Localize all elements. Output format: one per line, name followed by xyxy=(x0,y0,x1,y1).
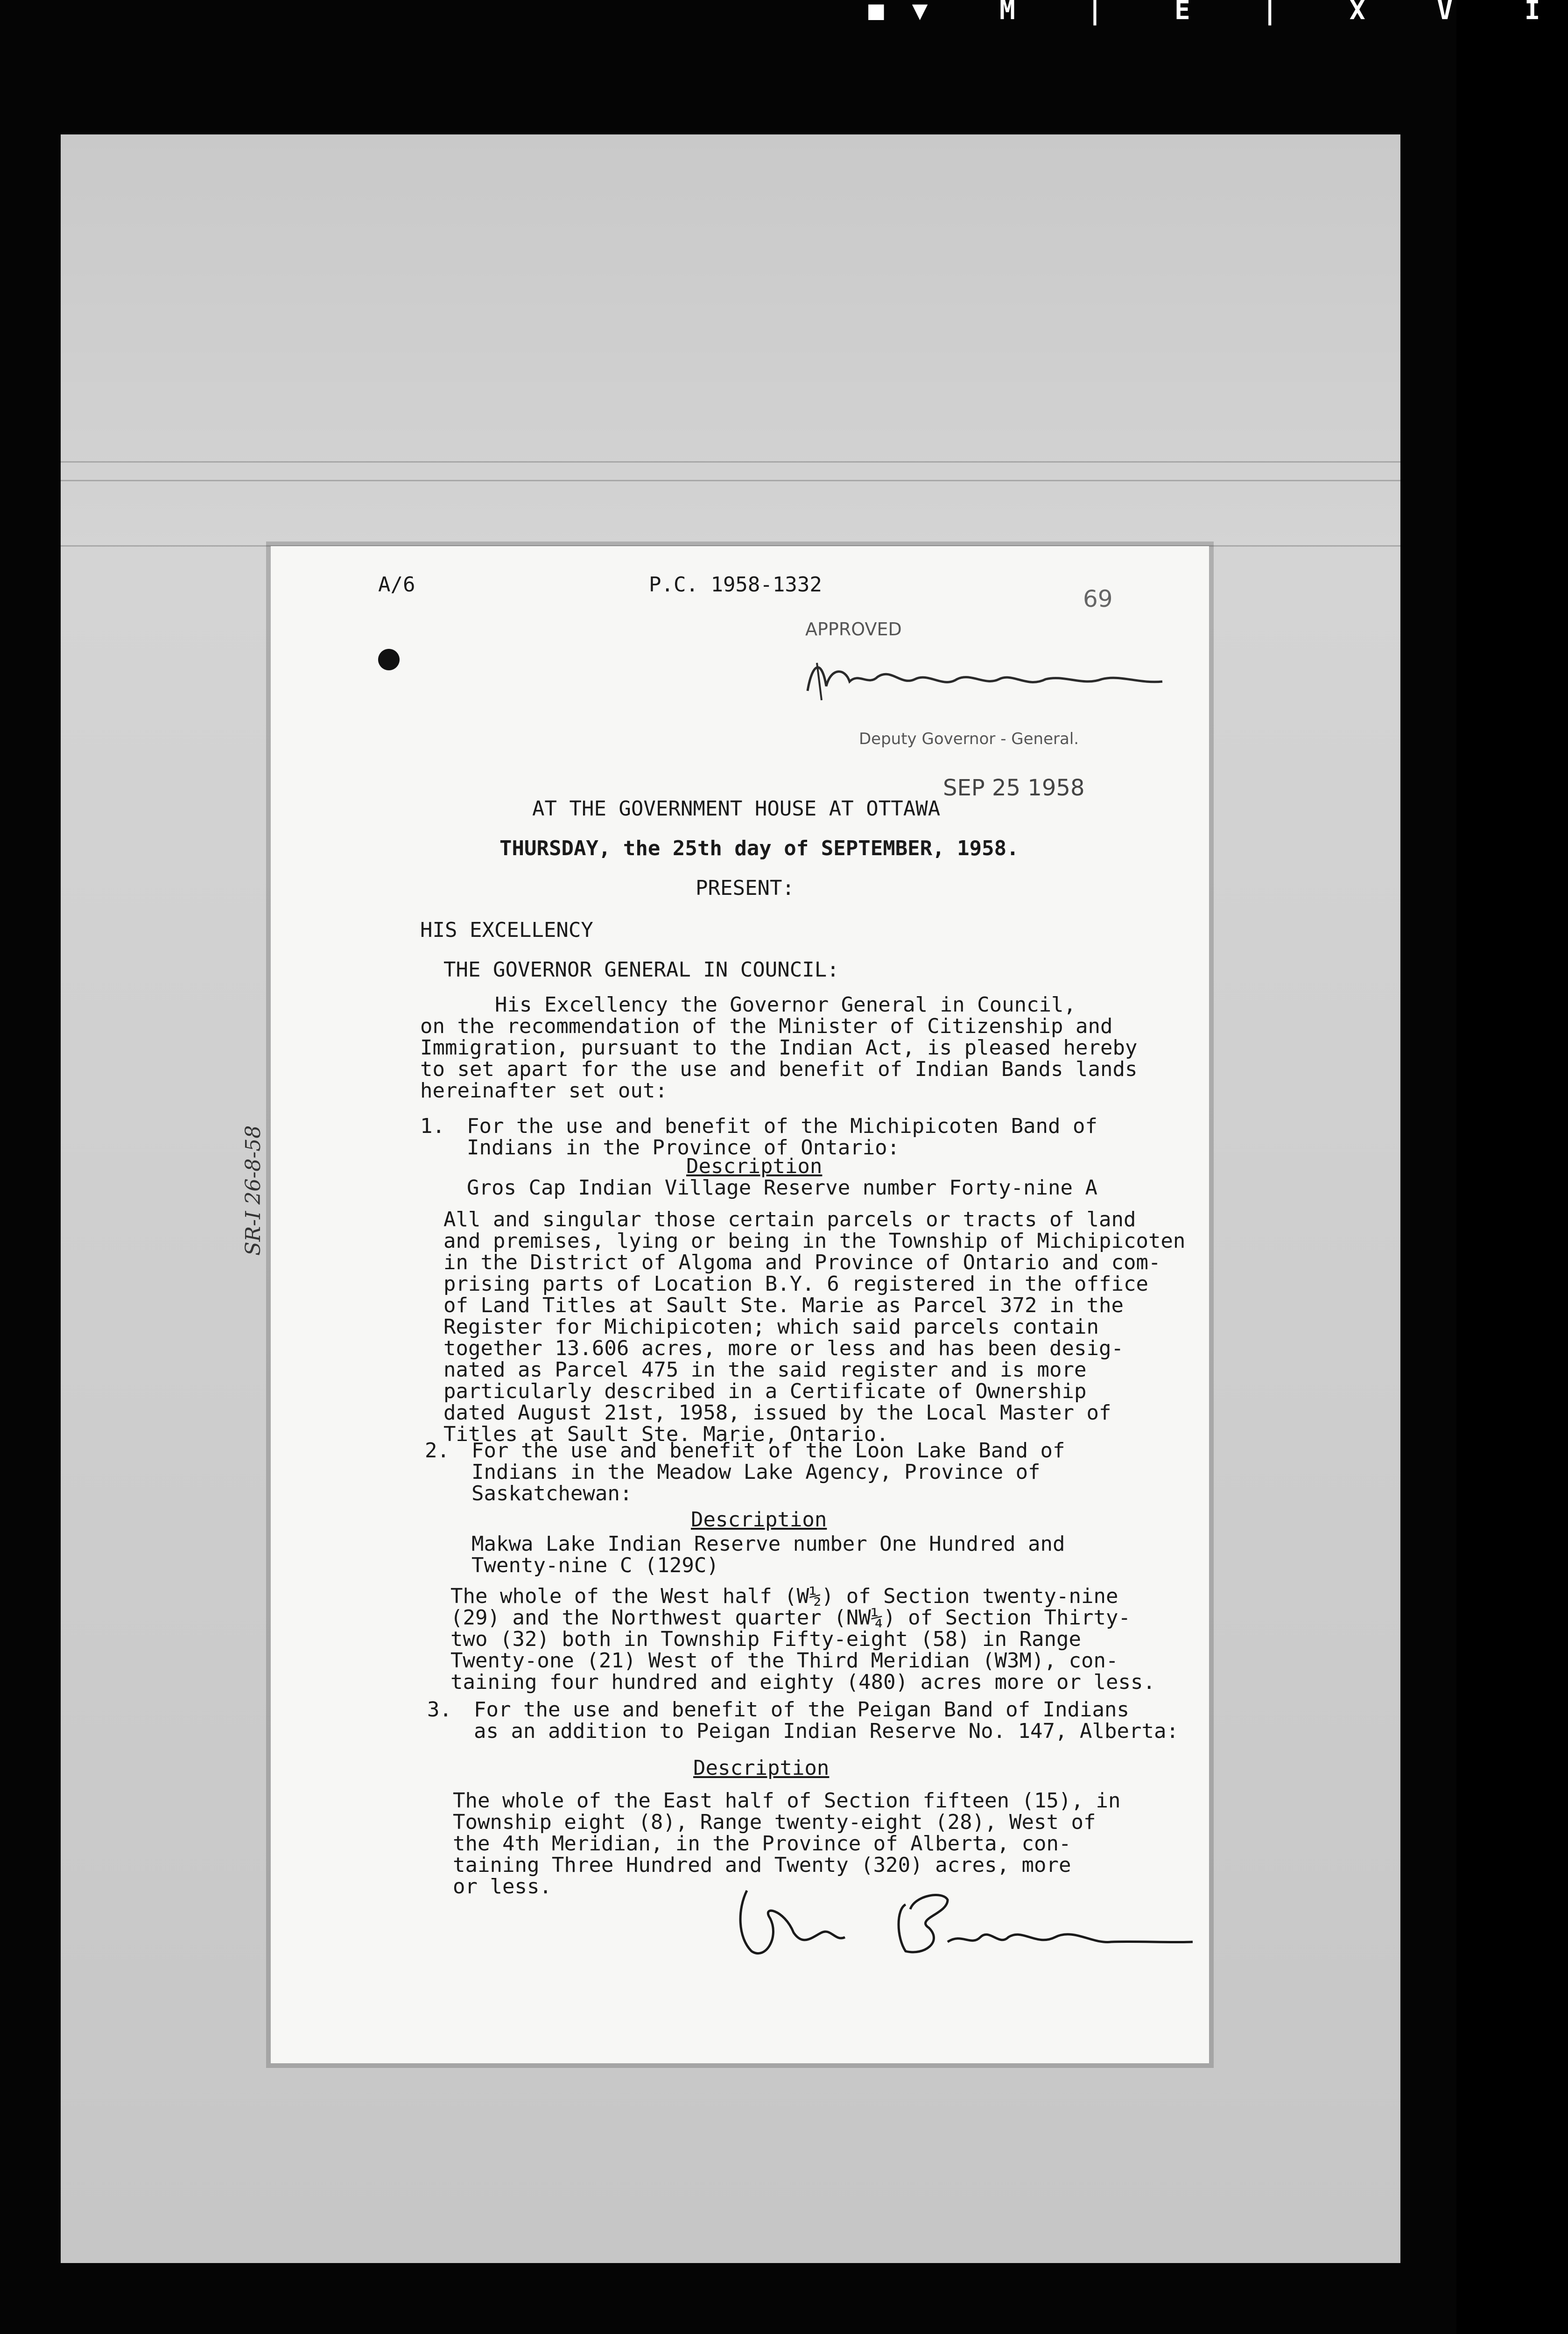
item-body-line: Twenty-one (21) West of the Third Meridian (W3M), con- xyxy=(450,1649,1118,1673)
description-label: Description xyxy=(693,1756,830,1780)
reserve-name: Twenty-nine C (129C) xyxy=(471,1554,719,1577)
item-body-line: the 4th Meridian, in the Province of Alberta, con- xyxy=(453,1832,1071,1856)
item-heading: For the use and benefit of the Peigan Band of Indians xyxy=(474,1698,1129,1722)
reserve-name: Makwa Lake Indian Reserve number One Hundred and xyxy=(471,1532,1065,1556)
item-heading: Indians in the Meadow Lake Agency, Province of xyxy=(471,1460,1041,1484)
intro-line: Immigration, pursuant to the Indian Act, is pleased hereby xyxy=(420,1036,1138,1060)
item-heading: as an addition to Peigan Indian Reserve No. 147, Alberta: xyxy=(474,1719,1179,1743)
heading-present: PRESENT: xyxy=(696,876,795,900)
item-heading: For the use and benefit of the Michipicoten Band of xyxy=(467,1114,1098,1138)
intro-line: on the recommendation of the Minister of Citizenship and xyxy=(420,1014,1113,1038)
description-label: Description xyxy=(691,1508,827,1532)
item-body-line: or less. xyxy=(453,1875,552,1898)
item-body-line: nated as Parcel 475 in the said register and is more xyxy=(443,1358,1087,1382)
item-number: 1. xyxy=(420,1114,445,1138)
film-edge-marks: ■▼ M | E | X V I xyxy=(868,0,1568,26)
heading-date: THURSDAY, the 25th day of SEPTEMBER, 1958. xyxy=(499,837,1019,860)
date-stamp: SEP 25 1958 xyxy=(943,775,1085,801)
item-number: 2. xyxy=(425,1439,450,1462)
item-body-line: taining four hundred and eighty (480) acres more or less. xyxy=(450,1670,1155,1694)
item-body-line: of Land Titles at Sault Ste. Marie as Parcel 372 in the xyxy=(443,1294,1124,1317)
approved-label: APPROVED xyxy=(805,619,902,640)
item-body-line: taining Three Hundred and Twenty (320) acres, more xyxy=(453,1853,1071,1877)
item-body-line: Titles at Sault Ste. Marie, Ontario. xyxy=(443,1422,889,1446)
item-heading: Saskatchewan: xyxy=(471,1482,633,1505)
item-body-line: two (32) both in Township Fifty-eight (58) in Range xyxy=(450,1627,1082,1651)
item-body-line: (29) and the Northwest quarter (NW¼) of Section Thirty- xyxy=(450,1606,1131,1630)
presence-council: THE GOVERNOR GENERAL IN COUNCIL: xyxy=(443,958,839,982)
item-body-line: in the District of Algoma and Province of Ontario and com- xyxy=(443,1251,1161,1274)
margin-note: SR-I 26-8-58 xyxy=(241,1125,265,1256)
reserve-name: Gros Cap Indian Village Reserve number Forty-nine A xyxy=(467,1176,1098,1200)
item-body-line: The whole of the West half (W½) of Section twenty-nine xyxy=(450,1584,1118,1608)
item-body-line: particularly described in a Certificate of Ownership xyxy=(443,1379,1087,1403)
item-body-line: and premises, lying or being in the Township of Michipicoten xyxy=(443,1229,1186,1253)
intro-line: to set apart for the use and benefit of Indian Bands lands xyxy=(420,1057,1138,1081)
heading-location: AT THE GOVERNMENT HOUSE AT OTTAWA xyxy=(532,797,941,821)
intro-line: His Excellency the Governor General in Council, xyxy=(495,993,1076,1017)
intro-line: hereinafter set out: xyxy=(420,1079,668,1103)
item-body-line: Register for Michipicoten; which said parcels contain xyxy=(443,1315,1099,1339)
item-heading: Indians in the Province of Ontario: xyxy=(467,1136,900,1160)
approver-title: Deputy Governor - General. xyxy=(859,730,1079,748)
item-body-line: dated August 21st, 1958, issued by the Local Master of xyxy=(443,1401,1111,1425)
closing-signature xyxy=(728,1881,1195,1975)
approval-signature xyxy=(803,654,1167,710)
punch-hole xyxy=(378,649,400,670)
item-number: 3. xyxy=(427,1698,452,1722)
order-in-council-document xyxy=(241,546,1209,2063)
item-body-line: Township eight (8), Range twenty-eight (28), West of xyxy=(453,1810,1096,1834)
page-number: 69 xyxy=(1083,585,1113,612)
file-reference: A/6 xyxy=(378,573,415,597)
presence-excellency: HIS EXCELLENCY xyxy=(420,918,593,942)
item-heading: For the use and benefit of the Loon Lake Band of xyxy=(471,1439,1065,1462)
order-number: P.C. 1958-1332 xyxy=(649,573,822,597)
item-body-line: prising parts of Location B.Y. 6 registered in the office xyxy=(443,1272,1148,1296)
item-body-line: All and singular those certain parcels or tracts of land xyxy=(443,1208,1136,1231)
item-body-line: together 13.606 acres, more or less and has been desig- xyxy=(443,1336,1124,1360)
description-label: Description xyxy=(686,1154,823,1178)
item-body-line: The whole of the East half of Section fifteen (15), in xyxy=(453,1789,1121,1813)
